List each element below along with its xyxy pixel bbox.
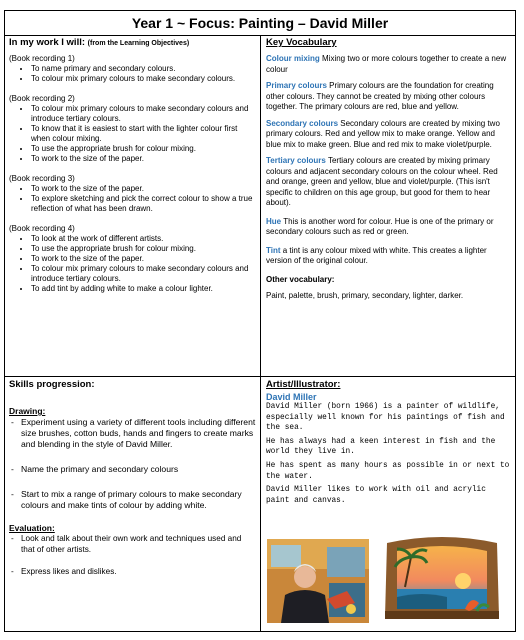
- skills-heading: Skills progression:: [9, 379, 95, 390]
- vocab-definition: Mixing two or more colours together to create a new colour: [266, 54, 507, 74]
- evaluation-list: [9, 534, 256, 578]
- page-title: Year 1 ~ Focus: Painting – David Miller: [5, 11, 515, 36]
- objective-item: • To colour mix primary colours to make secondary colours.: [31, 74, 256, 84]
- recording-section: [9, 174, 256, 214]
- objectives-heading-note: (from the Learning Objectives): [87, 40, 190, 47]
- artist-cell: [261, 377, 515, 631]
- artist-paragraph: David Miller likes to work with oil and acrylic paint and canvas.: [266, 486, 486, 505]
- recording-label: (Book recording 2): [9, 94, 75, 103]
- artist-heading: Artist/Illustrator:: [266, 379, 341, 390]
- objective-item: • To colour mix primary colours to make secondary colours and introduce tertiary colours.: [31, 104, 256, 124]
- objective-list: [9, 184, 256, 214]
- other-vocab-heading: Other vocabulary:: [266, 274, 335, 284]
- vocab-term: Tertiary colours: [266, 156, 326, 165]
- objective-item: • To work to the size of the paper.: [31, 254, 256, 264]
- artist-paragraph: He has spent as many hours as possible in or next to the water.: [266, 461, 510, 481]
- drawing-item: - Start to mix a range of primary colours to make secondary colours and make tints of colour by adding white.: [21, 489, 256, 511]
- artist-name: David Miller: [266, 392, 317, 402]
- vocab-term: Hue: [266, 216, 282, 226]
- recording-label: (Book recording 1): [9, 54, 75, 63]
- content-grid: [5, 35, 515, 631]
- vocab-term: Colour mixing: [266, 54, 320, 63]
- objective-item: • To name primary and secondary colours.: [31, 64, 256, 74]
- objective-list: [9, 64, 256, 84]
- recording-label: (Book recording 4): [9, 224, 75, 233]
- vocab-cell: [261, 35, 515, 377]
- objectives-cell: [5, 35, 261, 377]
- recording-section: [9, 224, 256, 294]
- objectives-heading: [9, 37, 256, 48]
- vocab-heading: Key Vocabulary: [266, 37, 337, 48]
- objective-item: • To work to the size of the paper.: [31, 154, 256, 164]
- drawing-list: [9, 417, 256, 511]
- vocab-definition: Primary colours are the foundation for creating other colours. They cannot be created by mixing other colours together. The primary colours are red, blue and yellow.: [266, 81, 494, 111]
- evaluation-item: - Express likes and dislikes.: [21, 567, 256, 578]
- artist-paragraph: He has always had a keen interest in fish and the world they live in.: [266, 437, 496, 457]
- evaluation-item: - Look and talk about their own work and techniques used and that of other artists.: [21, 534, 256, 555]
- artist-bio: [266, 402, 510, 506]
- artist-paragraph: David Miller (born 1966) is a painter of wildlife, especially well known for his paintings of fish and the sea.: [266, 403, 505, 433]
- objective-item: • To look at the work of different artists.: [31, 234, 256, 244]
- drawing-item: - Experiment using a variety of different tools including different size brushes, cotton buds, hands and fingers to create marks and blending in the style of David Miller.: [21, 417, 256, 450]
- recording-section: [9, 54, 256, 84]
- objective-item: • To add tint by adding white to make a colour lighter.: [31, 284, 256, 294]
- objective-item: • To explore sketching and pick the correct colour to show a true reflection of what has been drawn.: [31, 194, 256, 214]
- vocab-entries: [266, 54, 510, 267]
- painting-image: [377, 537, 507, 623]
- drawing-item: - Name the primary and secondary colours: [21, 464, 256, 475]
- vocab-definition: a tint is any colour mixed with white. This creates a lighter version of the original colour.: [266, 245, 487, 265]
- objective-item: • To know that it is easiest to start with the lighter colour first when colour mixing.: [31, 124, 256, 144]
- vocab-entry: [266, 81, 510, 113]
- vocab-term: Primary colours: [266, 81, 327, 90]
- objective-list: [9, 234, 256, 294]
- artist-photo: [267, 539, 369, 623]
- drawing-heading: Drawing:: [9, 406, 46, 416]
- other-vocab-words: Paint, palette, brush, primary, secondary, lighter, darker.: [266, 291, 464, 300]
- objective-item: • To use the appropriate brush for colour mixing.: [31, 244, 256, 254]
- objective-item: • To use the appropriate brush for colour mixing.: [31, 144, 256, 154]
- objective-item: • To colour mix primary colours to make secondary colours and introduce tertiary colours.: [31, 264, 256, 284]
- objectives-heading-text: In my work I will:: [9, 37, 86, 48]
- worksheet: [4, 10, 516, 632]
- vocab-definition: This is another word for colour. Hue is one of the primary or secondary colours such as red or green.: [266, 216, 494, 236]
- artist-images: [267, 537, 509, 623]
- vocab-definition: Secondary colours are created by mixing two primary colours. Red and yellow mix to make orange. Yellow and blue mix to make green. Blue and red mix to make violet/purple.: [266, 118, 500, 149]
- skills-cell: [5, 377, 261, 631]
- vocab-definition: Tertiary colours are created by mixing primary colours and adjacent secondary colours on the colour wheel. Red and orange, green and yellow, blue and violet/purple. (This isn't specific to children on this age group, but good for them to hear about).: [266, 156, 498, 207]
- vocab-term: Tint: [266, 245, 281, 255]
- vocab-term: Secondary colours: [266, 118, 339, 128]
- objective-item: • To work to the size of the paper.: [31, 184, 256, 194]
- objective-list: [9, 104, 256, 164]
- evaluation-heading: Evaluation:: [9, 523, 55, 533]
- vocab-entry: [266, 217, 510, 238]
- recordings-list: [9, 54, 256, 294]
- vocab-entry: [266, 119, 510, 151]
- recording-label: (Book recording 3): [9, 174, 75, 183]
- vocab-entry: [266, 246, 510, 267]
- vocab-entry: [266, 156, 510, 209]
- recording-section: [9, 94, 256, 164]
- vocab-entry: [266, 54, 510, 75]
